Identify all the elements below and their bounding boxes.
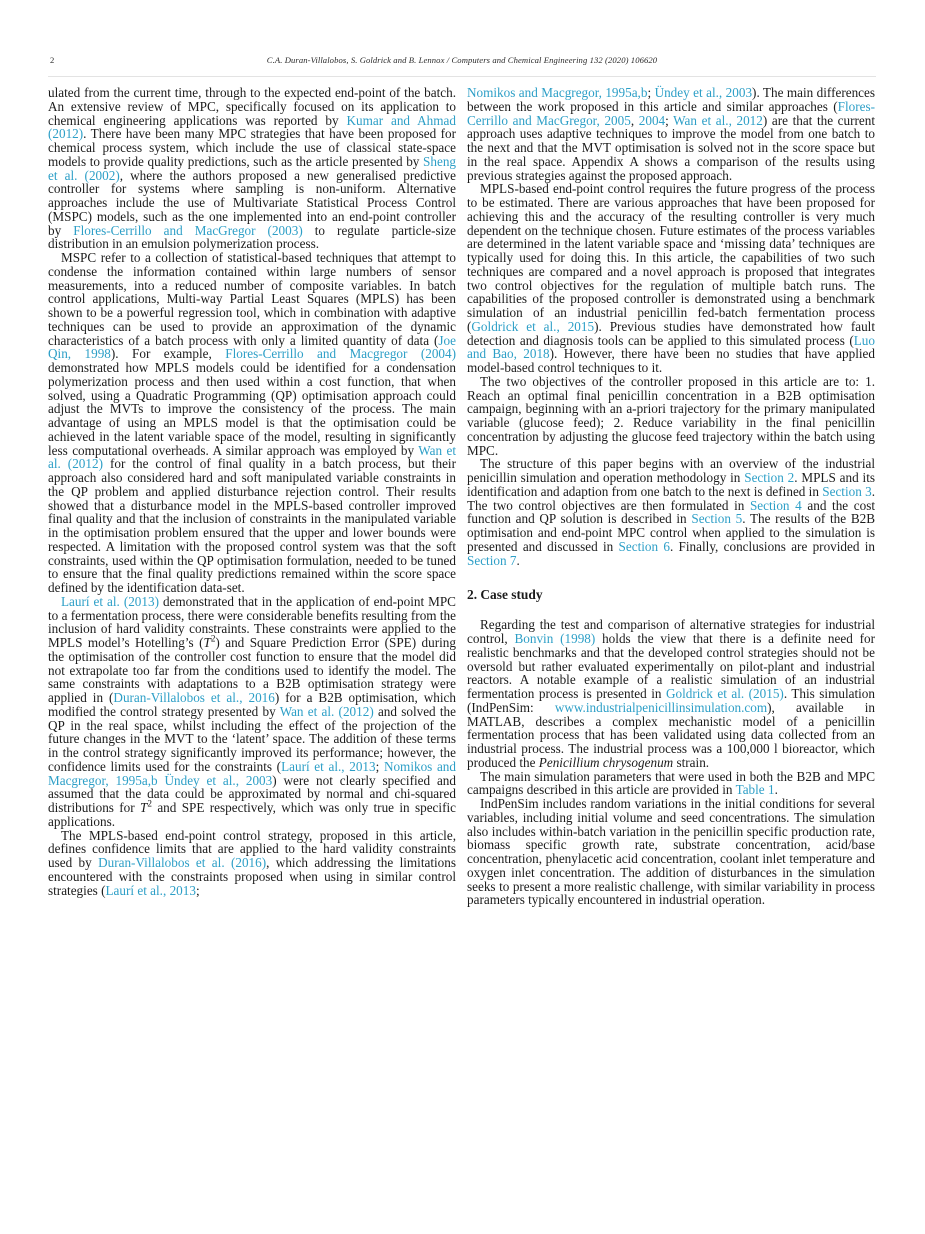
citation-link[interactable]: Ündey et al., 2003 xyxy=(654,85,753,100)
citation-link[interactable]: Kumar and Ahmad (2012) xyxy=(48,112,456,142)
paragraph: ulated from the current time, through to the expected end-point of the batch. An extensive review of MPC, specifically focused on its application to chemical engineering applications was reported by Kumar and Ahmad (2012). There have been many MPC strategies that have been proposed for chemical process system, which include the use of classical state-space models to provide quality predictions, such as the article presented by Sheng et al. (2002), where the authors proposed a new generalised predictive controller for systems where sampling is non-uniform. Alternative approaches include the use of Multivariate Statistical Process Control (MSPC) models, such as the one implemented into an end-point controller by Flores-Cerrillo and MacGregor (2003) to regulate particle-size distribution in an emulsion polymerization process. xyxy=(48,85,457,252)
citation-link[interactable]: Luo and Bao, 2018 xyxy=(467,332,875,362)
running-header xyxy=(48,55,876,65)
running-title: C.A. Duran-Villalobos, S. Goldrick and B. Lennox / Computers and Chemical Engineering 132 (2020) 106620 xyxy=(266,55,658,65)
left-column xyxy=(48,86,456,907)
paragraph: MSPC refer to a collection of statistical-based techniques that attempt to condense the information contained within large numbers of sensor measurements, into a reduced number of composite variables. In batch control applications, Multi-way Partial Least Squares (MPLS) has been shown to be a powerful regression tool, which in combination with adaptive techniques can be used to provide an approximation of the dynamic characteristics of a batch process with only a limited quantity of data (Joe Qin, 1998). For example, Flores-Cerrillo and Macgregor (2004) demonstrated how MPLS models could be identified for a condensation polymerization process and then used within a cost function, that when solved, using a Quadratic Programming (QP) optimisation approach could adjust the MVTs to improve the consistency of the process. The main advantage of using an MPLS model is that the optimisation could be achieved in the latent variable space of the model, resulting in significantly less computational overheads. A similar approach was employed by Wan et al. (2012) for the control of final quality in a batch process, but their approach also considered hard and soft manipulated variable constraints in the QP problem and applied disturbance rejection control. Their results showed that a disturbance model in the MPLS-based controller improved final quality and that the inclusion of constraints in the manipulated variable in the optimisation problem ensured that the upper and lower bounds were respected. A limitation with the proposed control system was that the soft constraints, used within the QP optimisation formulation, needed to be tuned to ensure that the final quality predictions remained within the score space defined by the identification data-set. xyxy=(48,250,457,595)
paragraph: The MPLS-based end-point control strategy, proposed in this article, defines confidence limits that are applied to the hard validity constraints used by Duran-Villalobos et al. (2016), which addressing the limitations encountered with the constraints proposed when using in similar control strategies (Laurí et al., 2013; xyxy=(48,827,457,898)
superscript: 2 xyxy=(147,798,152,809)
citation-link[interactable]: Section 6 xyxy=(618,538,670,554)
header-rule xyxy=(48,76,876,77)
paragraph: IndPenSim includes random variations in the initial conditions for several variables, including initial volume and seed concentrations. The simulation also includes within-batch variation in the penicillin specific production rate, biomass specific growth rate, substrate concentration, acid/base concentration, phenylacetic acid concentration, coolant inlet temperature and oxygen inlet concentration. The addition of disturbances in the simulation seeks to present a more realistic challenge, with similar variability in process parameters typically encountered in industrial operation. xyxy=(467,796,875,908)
citation-link[interactable]: Section 2 xyxy=(744,470,795,485)
citation-link[interactable]: Goldrick et al. (2015) xyxy=(665,686,784,701)
citation-link[interactable]: 2004 xyxy=(638,112,666,128)
citation-link[interactable]: www.industrialpenicillinsimulation.com xyxy=(554,699,768,715)
paragraph: The structure of this paper begins with an overview of the industrial penicillin simulation and operation methodology in Section 2. MPLS and its identification and adaption from one batch to the next is defined in Section 3. The two control objectives are then formulated in Section 4 and the cost function and QP solution is described in Section 5. The results of the B2B optimisation and end-point MPC control when applied to the simulation is presented and discussed in Section 6. Finally, conclusions are provided in Section 7. xyxy=(467,456,876,568)
citation-link[interactable]: Wan et al., 2012 xyxy=(673,112,763,128)
paragraph: Nomikos and Macgregor, 1995a,b; Ündey et al., 2003). The main differences between the work proposed in this article and similar approaches (Flores-Cerrillo and MacGregor, 2005, 2004; Wan et al., 2012) are that the current approach uses adaptive techniques to improve the model from one batch to the next and that the MVT optimisation is solved not in the score space but in the real space. Appendix A shows a comparison of the results using previous strategies against the proposed approach. xyxy=(467,85,876,183)
superscript: 2 xyxy=(210,633,216,644)
citation-link[interactable]: Flores-Cerrillo and MacGregor (2003) xyxy=(73,222,303,238)
citation-link[interactable]: Flores-Cerrillo and MacGregor, 2005 xyxy=(467,98,875,128)
citation-link[interactable]: Laurí et al., 2013 xyxy=(105,882,196,898)
citation-link[interactable]: Laurí et al. (2013) xyxy=(61,593,159,609)
citation-link[interactable]: Duran-Villalobos et al., 2016 xyxy=(113,690,275,705)
italic-text: T xyxy=(203,635,211,650)
paragraph: The two objectives of the controller proposed in this article are to: 1. Reach an optimal final penicillin concentration in a B2B optimisation campaign, beginning with an a-priori trajectory for the primary manipulated variable (glucose feed); 2. Reduce variability in the final penicillin concentration by adjusting the glucose feed trajectory within the batch using MPC. xyxy=(467,373,875,458)
citation-link[interactable]: Sheng et al. (2002) xyxy=(48,153,456,183)
citation-link[interactable]: Section 3 xyxy=(822,483,872,499)
citation-link[interactable]: Nomikos and Macgregor, 1995a,b xyxy=(467,85,648,100)
citation-link[interactable]: Section 4 xyxy=(749,497,802,513)
right-column xyxy=(467,86,875,907)
citation-link[interactable]: Wan et al. (2012) xyxy=(279,703,374,719)
paragraph: The main simulation parameters that were used in both the B2B and MPC campaigns described in this article are provided in Table 1. xyxy=(467,768,875,798)
section-heading: 2. Case study xyxy=(467,587,543,603)
page-number: 2 xyxy=(50,55,55,65)
citation-link[interactable]: Duran-Villalobos et al. (2016) xyxy=(98,855,267,870)
citation-link[interactable]: Table 1 xyxy=(735,782,775,798)
paragraph: MPLS-based end-point control requires the future progress of the process to be estimated. There are various approaches that have been proposed for achieving this and the accuracy of the resulting controller is very much dependent on the technique chosen. Future estimates of the process variables are determined in the latent variable space and ‘missing data’ techniques are typically used for doing this. In this article, the capabilities of two such techniques are compared and a novel approach is proposed that integrates two control objectives for the regulation of multiple batch runs. The capabilities of the proposed controller is demonstrated using a benchmark simulation of an industrial penicillin fed-batch fermentation process (Goldrick et al., 2015). Previous studies have demonstrated how fault detection and diagnosis tools can be applied to this simulated process (Luo and Bao, 2018). However, there have been no studies that have applied model-based control techniques to it. xyxy=(467,181,875,375)
paragraph: Regarding the test and comparison of alternative strategies for industrial control, Bonvin (1998) holds the view that there is a definite need for realistic benchmarks and that the developed control strategies should not be oversold but rather evaluated experimentally on pilot-plant and industrial reactors. A notable example of a realistic simulation of an industrial fermentation process is presented in Goldrick et al. (2015). This simulation (IndPenSim: www.industrialpenicillinsimulation.com), available in MATLAB, describes a complex mechanistic model of a penicillin fermentation process that has been validated using data collected from an industrial process. The industrial process was a 100,000 l bioreactor, which produced the Penicillium chrysogenum strain. xyxy=(467,617,876,770)
citation-link[interactable]: Bonvin (1998) xyxy=(514,631,596,646)
citation-link[interactable]: Section 5 xyxy=(691,511,743,527)
article-body xyxy=(48,86,875,907)
italic-text: T xyxy=(140,800,148,815)
italic-text: Penicillium chrysogenum xyxy=(538,754,674,770)
citation-link[interactable]: Joe Qin, 1998 xyxy=(48,332,456,362)
citation-link[interactable]: Section 7 xyxy=(467,552,517,568)
citation-link[interactable]: Goldrick et al., 2015 xyxy=(471,318,595,334)
citation-link[interactable]: Wan et al. (2012) xyxy=(48,442,456,472)
citation-link[interactable]: Flores-Cerrillo and Macgregor (2004) xyxy=(225,346,457,362)
paragraph: Laurí et al. (2013) demonstrated that in the application of end-point MPC to a fermentation process, there were considerable benefits resulting from the inclusion of hard validity constraints. These constraints were applied to the MPLS model’s Hotelling’s $(T^2)$ and Square Prediction Error (SPE) during the optimisation of the controller cost function to ensure that the model did not extrapolate too far from the conditions used to identify the model. The same constraints with adaptations to a B2B optimisation strategy were applied in (Duran-Villalobos et al., 2016) for a B2B optimisation, which modified the control strategy presented by Wan et al. (2012) and solved the QP in the real space, whilst including the effect of the projection of the future changes in the MVT to the ‘latent’ space. The addition of these terms in the control strategy significantly improved its performance; however, the confidence limits used for the constraints (Laurí et al., 2013; Nomikos and Macgregor, 1995a,b Ündey et al., 2003) were not clearly specified and assumed that the data could be approximated by normal and chi-squared distributions for $T^2$ and SPE respectively, which was only true in specific applications. xyxy=(48,593,456,829)
citation-link[interactable]: Nomikos and Macgregor, 1995a,b Ündey et al., 2003 xyxy=(48,758,456,788)
citation-link[interactable]: Laurí et al., 2013 xyxy=(281,758,376,774)
